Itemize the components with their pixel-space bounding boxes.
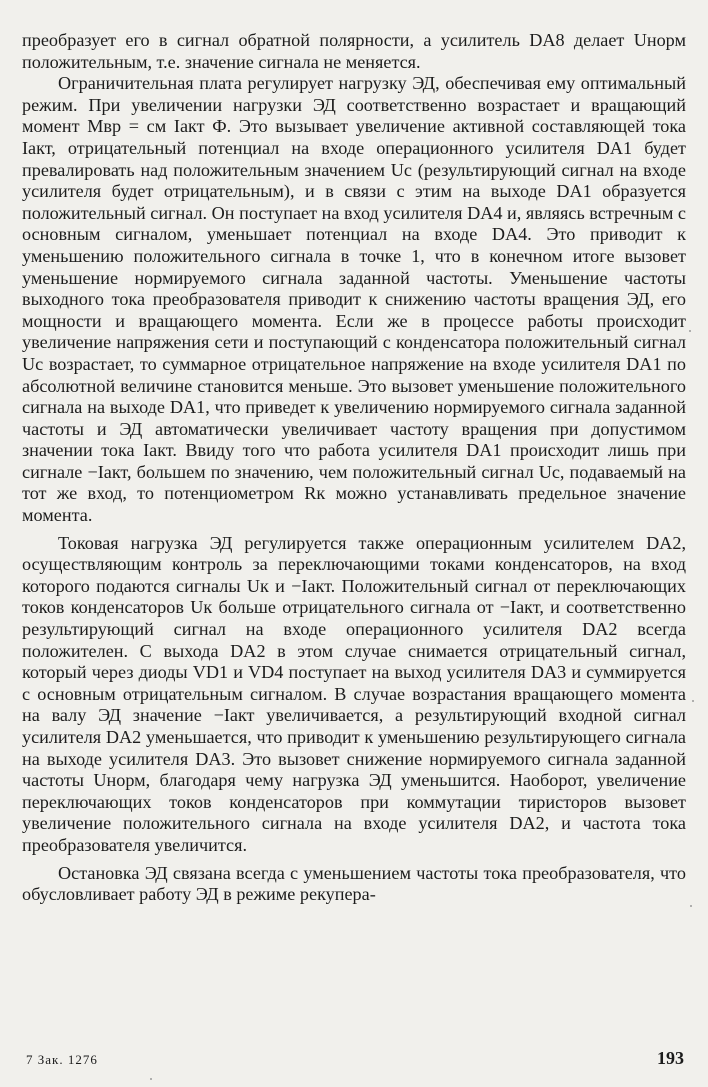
paragraph-motor-stop: Остановка ЭД связана всегда с уменьшением частоты тока преобразователя, что обусловливает работу ЭД в режиме рекупера- <box>22 862 686 905</box>
paragraph-current-load: Токовая нагрузка ЭД регулируется также операционным усилителем DA2, осуществляющим контроль за переключающими токами конденсаторов, на вход которого подаются сигналы Uк и −Iакт. Положительный сигнал от переключающих токов конденсаторов Uк больше отрицательного сигнала от −Iакт, и соответственно результирующий сигнал на входе операционного усилителя DA2 всегда положителен. С выхода DA2 в этом случае снимается отрицательный сигнал, который через диоды VD1 и VD4 поступает на выход усилителя DA3 и суммируется с основным отрицательным сигналом. В случае возрастания вращающего момента на валу ЭД значение −Iакт увеличивается, а результирующий входной сигнал усилителя DA2 уменьшается, что приводит к уменьшению результирующего сигнала на выходе усилителя DA3. Это вызовет снижение нормируемого сигнала заданной частоты Uнорм, благодаря чему нагрузка ЭД уменьшится. Наоборот, увеличение переключающих токов конденсаторов при коммутации тиристоров вызовет увеличение положительного сигнала на входе усилителя DA2, и частота тока преобразователя увеличится. <box>22 532 686 855</box>
scan-speck <box>150 1078 152 1080</box>
paragraph-continuation: преобразует его в сигнал обратной полярности, а усилитель DA8 делает Uнорм положительным, т.е. значение сигнала не меняется. <box>22 30 686 72</box>
printer-signature: 7 Зак. 1276 <box>26 1052 98 1067</box>
scan-speck <box>690 905 692 907</box>
paragraph-limiting-board: Ограничительная плата регулирует нагрузку ЭД, обеспечивая ему оптимальный режим. При увеличении нагрузки ЭД соответственно возрастает и вращающий момент Mвр = cм Iакт Ф. Это вызывает увеличение активной составляющей тока Iакт, отрицательный потенциал на входе операционного усилителя DA1 будет превалировать над положительным значением Uс (результирующий сигнал на входе усилителя будет отрицательным), и в связи с этим на выходе DA1 образуется положительный сигнал. Он поступает на вход усилителя DA4 и, являясь встречным с основным сигналом, уменьшает потенциал на входе DA4. Это приводит к уменьшению положительного сигнала в точке 1, что в конечном итоге вызовет уменьшение нормируемого сигнала заданной частоты. Уменьшение частоты выходного тока преобразователя приводит к снижению частоты вращения ЭД, его мощности и вращающего момента. Если же в процессе работы происходит увеличение напряжения сети и поступающий с конденсатора положительный сигнал Uс возрастает, то суммарное отрицательное напряжение на входе усилителя DA1 по абсолютной величине становится меньше. Это вызовет уменьшение положительного сигнала на выходе DA1, что приведет к увеличению нормируемого сигнала заданной частоты и ЭД автоматически увеличивает частоту вращения при допустимом значении тока Iакт. Ввиду того что работа усилителя DA1 происходит лишь при сигнале −Iакт, большем по значению, чем положительный сигнал Uс, подаваемый на тот же вход, то потенциометром Rк можно устанавливать предельное значение момента. <box>22 73 686 526</box>
scan-speck <box>692 700 694 702</box>
page-footer <box>26 1048 684 1069</box>
scan-speck <box>689 330 691 332</box>
page-number: 193 <box>657 1048 684 1068</box>
